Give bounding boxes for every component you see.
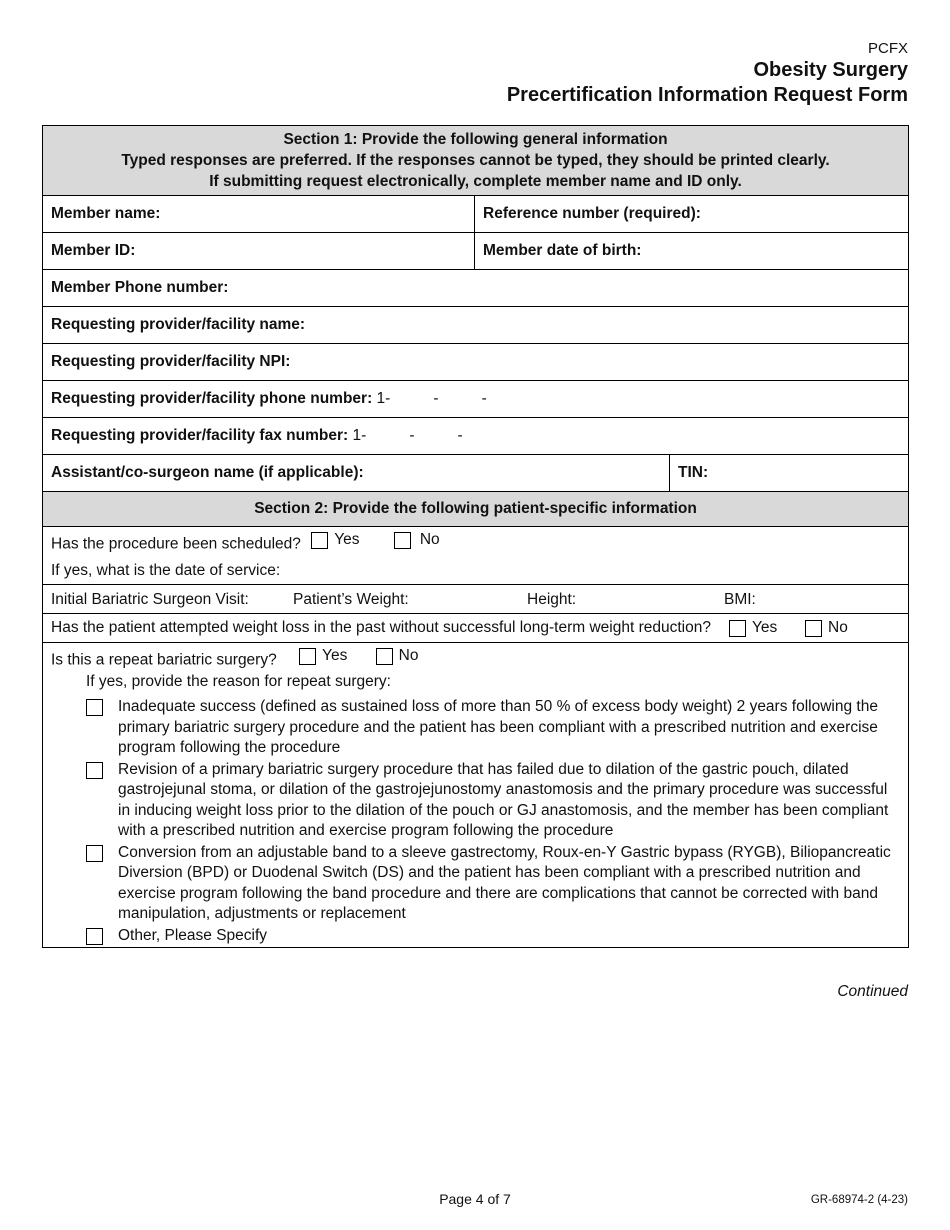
provider-name-field[interactable] bbox=[43, 307, 909, 344]
member-phone-label: Member Phone number: bbox=[51, 279, 229, 296]
attempted-yes-checkbox[interactable] bbox=[729, 620, 746, 637]
reason-conversion-text: Conversion from an adjustable band to a sleeve gastrectomy, Roux-en-Y Gastric bypass (RYGB), Biliopancreatic Diversion (BPD) or Duodenal Switch (DS) and the patient has been compliant with a prescribed nutrition and exercise program following the band procedure and there are complications that cannot be corrected with band manipulation, adjustments or replacement bbox=[118, 843, 891, 922]
section1-heading: Section 1: Provide the following general information bbox=[283, 131, 668, 148]
assistant-surgeon-field[interactable] bbox=[43, 455, 670, 492]
repeat-no-option[interactable] bbox=[376, 643, 419, 669]
tin-field[interactable] bbox=[670, 455, 909, 492]
reference-number-label: Reference number (required): bbox=[483, 205, 701, 222]
repeat-reason-prompt: If yes, provide the reason for repeat surgery: bbox=[86, 673, 391, 690]
attempted-no-checkbox[interactable] bbox=[805, 620, 822, 637]
form-number: GR-68974-2 (4-23) bbox=[810, 1194, 908, 1206]
section1-header bbox=[43, 126, 909, 196]
repeat-surgery-question: Is this a repeat bariatric surgery? bbox=[51, 651, 277, 669]
repeat-yes-label: Yes bbox=[322, 647, 348, 664]
provider-fax-mask: 1- - - bbox=[352, 427, 463, 444]
provider-phone-field[interactable] bbox=[43, 381, 909, 418]
scheduled-yes-checkbox[interactable] bbox=[311, 532, 328, 549]
member-dob-field[interactable] bbox=[475, 233, 909, 270]
reason-other-text: Other, Please Specify bbox=[118, 926, 268, 944]
weight-loss-attempt-row bbox=[43, 614, 909, 643]
member-name-field[interactable] bbox=[43, 196, 475, 233]
reason-inadequate-success-checkbox[interactable] bbox=[86, 699, 103, 716]
provider-phone-mask: 1- - - bbox=[376, 390, 487, 407]
member-phone-field[interactable] bbox=[43, 270, 909, 307]
scheduled-yes-option[interactable] bbox=[311, 527, 359, 553]
repeat-reason-revision[interactable] bbox=[86, 760, 900, 842]
scheduled-no-label: No bbox=[419, 531, 440, 549]
weight-loss-attempt-question: Has the patient attempted weight loss in the past without successful long-term weight reduction? bbox=[51, 619, 711, 636]
scheduled-no-option[interactable] bbox=[394, 527, 440, 553]
provider-fax-field[interactable] bbox=[43, 418, 909, 455]
provider-name-label: Requesting provider/facility name: bbox=[51, 316, 306, 333]
repeat-reason-conversion[interactable] bbox=[86, 843, 900, 925]
provider-npi-label: Requesting provider/facility NPI: bbox=[51, 353, 291, 370]
patient-weight-field[interactable]: Patient’s Weight: bbox=[293, 591, 409, 608]
attempted-yes-option[interactable] bbox=[729, 619, 777, 637]
reason-revision-checkbox[interactable] bbox=[86, 762, 103, 779]
member-dob-label: Member date of birth: bbox=[483, 242, 642, 259]
page-number: Page 4 of 7 bbox=[439, 1191, 511, 1207]
section2-heading: Section 2: Provide the following patient-specific information bbox=[254, 500, 697, 517]
form-header bbox=[507, 40, 908, 108]
member-id-field[interactable] bbox=[43, 233, 475, 270]
assistant-surgeon-label: Assistant/co-surgeon name (if applicable): bbox=[51, 464, 364, 481]
scheduled-no-checkbox[interactable] bbox=[394, 532, 411, 549]
repeat-yes-checkbox[interactable] bbox=[299, 648, 316, 665]
attempted-no-label: No bbox=[828, 619, 848, 636]
scheduled-block bbox=[43, 527, 909, 585]
reason-conversion-checkbox[interactable] bbox=[86, 845, 103, 862]
continued-note: Continued bbox=[837, 983, 908, 1000]
scheduled-yes-label: Yes bbox=[334, 531, 360, 549]
repeat-yes-option[interactable] bbox=[299, 643, 347, 669]
attempted-yes-label: Yes bbox=[752, 619, 778, 636]
tin-label: TIN: bbox=[678, 464, 709, 481]
member-name-label: Member name: bbox=[51, 205, 161, 222]
form-code: PCFX bbox=[867, 40, 908, 57]
visit-measurements-row bbox=[43, 585, 909, 614]
request-form-table bbox=[42, 125, 909, 948]
repeat-no-label: No bbox=[398, 647, 419, 664]
initial-visit-field[interactable]: Initial Bariatric Surgeon Visit: bbox=[51, 591, 249, 608]
reason-revision-text: Revision of a primary bariatric surgery procedure that has failed due to dilation of the gastric pouch, dilated gastrojejunal stoma, or dilation of the gastrojejunostomy anastomosis and the primary procedure was successful in inducing weight loss prior to the dilation of the pouch or GJ anastomosis, and the member has been compliant with a prescribed nutrition and exercise program following the procedure bbox=[118, 760, 889, 839]
scheduled-question: Has the procedure been scheduled? bbox=[51, 535, 301, 553]
reason-other-checkbox[interactable] bbox=[86, 928, 103, 945]
repeat-surgery-block bbox=[43, 643, 909, 948]
section1-note-electronic: If submitting request electronically, complete member name and ID only. bbox=[209, 173, 742, 190]
attempted-no-option[interactable] bbox=[805, 619, 848, 637]
repeat-reason-other[interactable] bbox=[86, 926, 900, 947]
date-of-service-field[interactable] bbox=[51, 558, 900, 584]
form-subtitle: Precertification Information Request Form bbox=[506, 84, 908, 106]
date-of-service-label: If yes, what is the date of service: bbox=[51, 561, 281, 579]
repeat-no-checkbox[interactable] bbox=[376, 648, 393, 665]
bmi-field[interactable]: BMI: bbox=[724, 591, 756, 608]
repeat-reason-inadequate-success[interactable] bbox=[86, 697, 900, 759]
form-title: Obesity Surgery bbox=[753, 59, 908, 81]
provider-npi-field[interactable] bbox=[43, 344, 909, 381]
member-id-label: Member ID: bbox=[51, 242, 136, 259]
height-field[interactable]: Height: bbox=[527, 591, 577, 608]
reference-number-field[interactable] bbox=[475, 196, 909, 233]
provider-phone-label: Requesting provider/facility phone number: bbox=[51, 390, 373, 407]
section1-note-typed: Typed responses are preferred. If the responses cannot be typed, they should be printed clearly. bbox=[121, 152, 830, 169]
section2-header bbox=[43, 492, 909, 527]
reason-inadequate-success-text: Inadequate success (defined as sustained loss of more than 50 % of excess body weight) 2 years following the primary bariatric surgery procedure and the patient has been compliant with a prescribed nutrition and exercise program following the procedure bbox=[118, 698, 878, 756]
provider-fax-label: Requesting provider/facility fax number: bbox=[51, 427, 349, 444]
repeat-reason-list bbox=[86, 697, 900, 946]
